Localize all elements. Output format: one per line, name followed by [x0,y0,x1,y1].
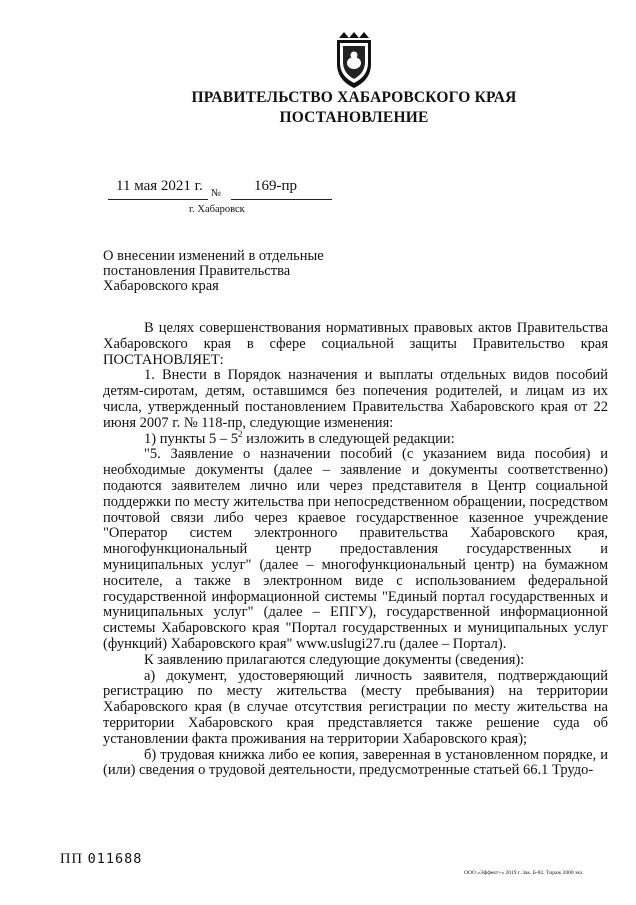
serial-number [60,851,142,868]
paragraph [103,428,608,448]
document-city: г. Хабаровск [189,204,245,215]
emblem-icon [327,30,381,92]
paragraph: К заявлению прилагаются следующие документы (сведения): [144,651,525,668]
government-title: ПРАВИТЕЛЬСТВО ХАБАРОВСКОГО КРАЯ [191,89,517,106]
document-number: 169-пр [254,178,298,194]
paragraph: а) документ, удостоверяющий личность заявителя, подтверждающий регистрацию по месту жительства (месту пребывания) на территории Хабаровского края (в случае отсутствия регистрации по месту жительства на территории Хабаровского края представляется также решение суда об установлении факта проживания на территории Хабаровского края); [103,667,608,747]
serial-prefix: ПП [60,851,83,867]
document-date: 11 мая 2021 г. [116,178,203,194]
superscript: 2 [238,428,243,439]
paragraph-text: 1) пункты 5 – 5 [144,430,239,447]
paragraph: В целях совершенствования нормативных правовых актов Правительства Хабаровского края в сфере социальной защиты Правительство края ПОСТАНОВЛЯЕТ: [103,320,608,368]
document-body [103,321,608,779]
number-underline [231,199,332,200]
number-label: № [211,188,222,199]
document-type-title: ПОСТАНОВЛЕНИЕ [279,109,429,126]
document-subject: О внесении изменений в отдельные постановления Правительства Хабаровского края [103,248,324,294]
serial-digits: 011688 [87,851,143,867]
paragraph: 1. Внести в Порядок назначения и выплаты отдельных видов пособий детям-сиротам, детям, оставшимся без попечения родителей, и лицам из их числа, утвержденный постановлением Правительства Хабаровского края от 22 июня 2007 г. № 118-пр, следующие изменения: [103,367,608,431]
paragraph: "5. Заявление о назначении пособий (с указанием вида пособия) и необходимые документы (далее – заявление и документы соответственно) подаются заявителем лично или через представителя в Центр социальной поддержки по месту жительства при непосредственном обращении, посредством почтовой связи либо через краевое государственное казенное учреждение "Оператор систем электронного правительства Хабаровского края, многофункциональный центр предоставления государственных и муниципальных услуг" (далее – многофункциональный центр) на бумажном носителе, а также в электронном виде с использованием федеральной государственной информационной системы "Единый портал государственных и муниципальных услуг" (далее – ЕПГУ), государственной информационной системы Хабаровского края "Портал государственных и муниципальных услуг (функций) Хабаровского края" www.uslugi27.ru (далее – Портал). [103,446,608,652]
paragraph-text: изложить в следующей редакции: [242,430,455,447]
printer-imprint: ООО «Эффект+» 2019 г. Зак. Б-82. Тираж 2000 экз. [464,870,584,876]
paragraph: б) трудовая книжка либо ее копия, заверенная в установленном порядке, и (или) сведения о трудовой деятельности, предусмотренные статьей 66.1 Трудо- [103,746,608,779]
date-underline [108,199,208,200]
